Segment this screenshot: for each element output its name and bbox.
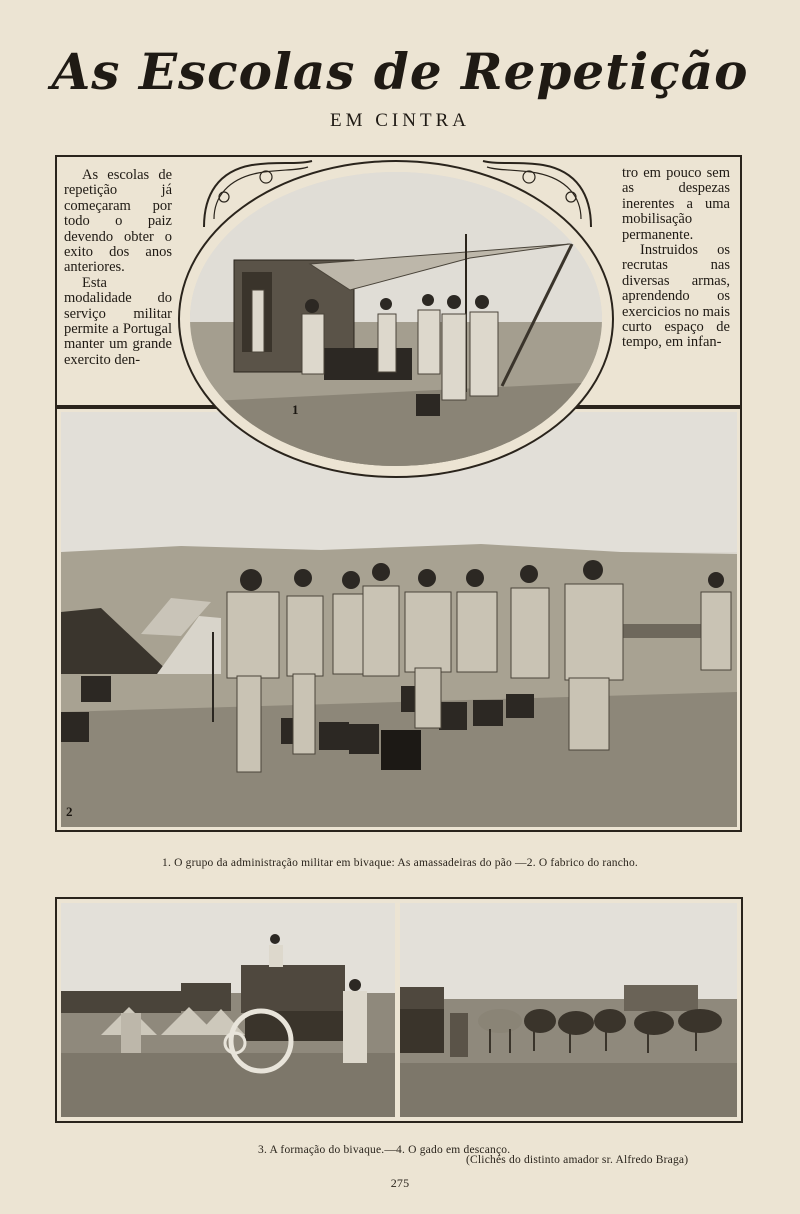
article-paragraph: Esta modalidade do serviço militar permite a Portugal manter um grande exercito den-	[64, 274, 172, 368]
page-number: 275	[390, 1176, 410, 1190]
article-paragraph: Instruidos os recrutas nas diversas armas, aprendendo os exercicios no mais curto espaço de tempo, em infan-	[622, 242, 730, 351]
photo-caption-top: 1. O grupo da administração militar em bivaque: As amassadeiras do pão —2. O fabrico do rancho.	[162, 857, 638, 869]
photo-caption-bottom: 3. A formação do bivaque.—4. O gado em descanço.	[258, 1144, 511, 1156]
article-paragraph: As escolas de repetição já começaram por todo o paiz devendo obter o exito dos anos anteriores.	[64, 167, 172, 276]
article-left-column	[64, 168, 172, 368]
photo-credit: (Clichés do distinto amador sr. Alfredo Braga)	[466, 1154, 689, 1166]
photo-bivouac-formation	[61, 903, 395, 1117]
photo-resting-livestock	[400, 903, 737, 1117]
photo-military-administration	[190, 172, 602, 466]
article-paragraph: tro em pouco sem as despezas inerentes a uma mobilisação permanente.	[622, 165, 730, 243]
article-right-column	[622, 166, 730, 351]
photo-number: 1	[292, 402, 299, 417]
photo-number: 2	[66, 804, 73, 819]
page-subtitle: EM CINTRA	[330, 110, 470, 131]
page-title: As Escolas de Repetição	[51, 42, 749, 101]
